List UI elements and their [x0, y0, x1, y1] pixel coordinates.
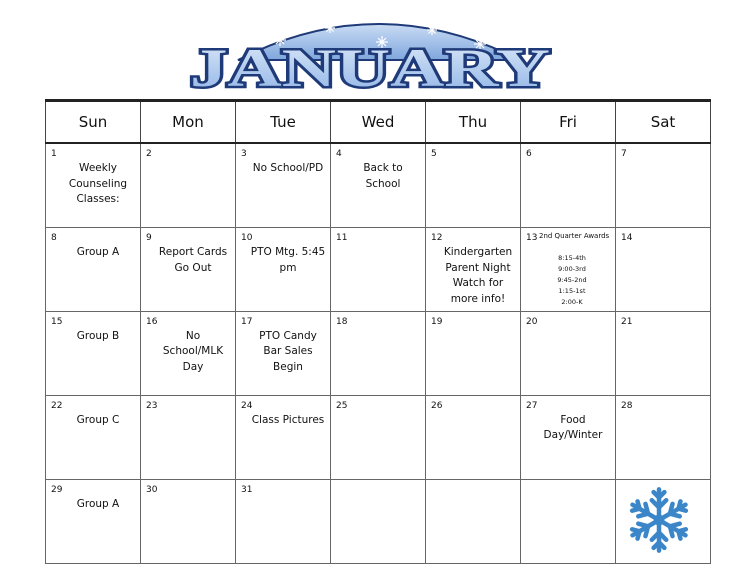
day-number: 13 — [526, 233, 538, 243]
month-title: JANUARY — [190, 38, 550, 98]
day-cell — [331, 311, 426, 395]
day-cell — [616, 228, 711, 312]
weekday-thu: Thu — [426, 101, 521, 144]
snowflake-cell — [616, 479, 711, 563]
day-event: Report Cards Go Out — [158, 246, 228, 274]
week-row-5 — [46, 479, 711, 563]
day-event: Class Pictures — [251, 413, 325, 426]
awards-time: 8:15-4th — [558, 254, 586, 262]
day-number: 20 — [526, 316, 538, 327]
empty-cell — [521, 479, 616, 563]
day-event: Food Day/Winter — [543, 413, 603, 442]
day-cell — [331, 395, 426, 479]
day-cell — [426, 228, 521, 312]
day-number: 16 — [146, 316, 158, 327]
empty-cell — [426, 479, 521, 563]
day-cell — [521, 311, 616, 395]
calendar-grid — [45, 99, 711, 564]
day-cell — [616, 143, 711, 228]
day-number: 21 — [621, 316, 633, 327]
day-number: 7 — [621, 149, 627, 159]
weekday-fri: Fri — [521, 101, 616, 144]
awards-time: 9:45-2nd — [557, 276, 587, 284]
awards-cell — [521, 228, 616, 312]
day-cell — [236, 311, 331, 395]
day-cell — [141, 228, 236, 312]
day-event: Weekly Counseling Classes: — [68, 162, 128, 205]
day-cell — [46, 479, 141, 563]
weekday-wed: Wed — [331, 101, 426, 144]
day-event: Back to School — [363, 162, 403, 190]
day-cell — [331, 143, 426, 228]
day-cell — [616, 311, 711, 395]
day-number: 29 — [51, 484, 63, 495]
awards-time: 1:15-1st — [558, 287, 586, 295]
day-number: 3 — [241, 149, 247, 159]
day-number: 17 — [241, 316, 253, 327]
january-banner — [0, 0, 750, 100]
day-cell — [521, 395, 616, 479]
day-number: 14 — [621, 233, 633, 243]
day-event: Group A — [76, 497, 120, 510]
day-cell — [46, 143, 141, 228]
day-number: 24 — [241, 400, 253, 411]
day-cell — [426, 143, 521, 228]
weekday-header-row — [46, 101, 711, 144]
day-number: 1 — [51, 149, 57, 159]
day-event: No School/PD — [252, 162, 324, 174]
day-cell — [46, 311, 141, 395]
week-row-1 — [46, 143, 711, 228]
day-number: 28 — [621, 400, 633, 411]
day-number: 8 — [51, 233, 57, 243]
day-cell — [236, 395, 331, 479]
day-number: 5 — [431, 149, 437, 159]
weekday-sat: Sat — [616, 101, 711, 144]
day-number: 2 — [146, 149, 152, 159]
day-cell — [141, 479, 236, 563]
day-number: 15 — [51, 316, 63, 327]
day-cell — [236, 479, 331, 563]
awards-time: 2:00-K — [561, 298, 583, 306]
day-number: 6 — [526, 149, 532, 159]
day-cell — [521, 143, 616, 228]
day-number: 30 — [146, 484, 158, 495]
day-cell — [141, 143, 236, 228]
day-number: 18 — [336, 316, 348, 327]
day-number: 27 — [526, 400, 538, 411]
day-number: 22 — [51, 400, 63, 411]
weekday-tue: Tue — [236, 101, 331, 144]
weekday-sun: Sun — [46, 101, 141, 144]
day-number: 25 — [336, 400, 348, 411]
day-cell — [236, 228, 331, 312]
day-number: 19 — [431, 316, 443, 327]
day-event: Group A — [76, 246, 120, 258]
day-cell — [46, 395, 141, 479]
week-row-2 — [46, 228, 711, 312]
day-number: 23 — [146, 400, 158, 411]
awards-times — [531, 253, 613, 308]
day-event: No School/MLK Day — [162, 329, 224, 373]
day-number: 26 — [431, 400, 443, 411]
awards-time: 9:00-3rd — [558, 265, 586, 273]
empty-cell — [331, 479, 426, 563]
day-number: 12 — [431, 233, 443, 243]
day-cell — [141, 311, 236, 395]
day-event: Kindergarten Parent Night Watch for more info! — [443, 246, 513, 305]
day-number: 31 — [241, 484, 253, 495]
day-number: 9 — [146, 233, 152, 243]
day-event: Group C — [76, 413, 120, 426]
day-event: PTO Candy Bar Sales Begin — [259, 329, 317, 373]
weekday-mon: Mon — [141, 101, 236, 144]
day-number: 11 — [336, 233, 348, 243]
day-cell — [426, 395, 521, 479]
day-number: 10 — [241, 233, 253, 243]
day-cell — [331, 228, 426, 312]
day-cell — [426, 311, 521, 395]
day-event: PTO Mtg. 5:45 pm — [250, 246, 326, 274]
day-cell — [46, 228, 141, 312]
week-row-4 — [46, 395, 711, 479]
day-cell — [236, 143, 331, 228]
day-cell — [141, 395, 236, 479]
week-row-3 — [46, 311, 711, 395]
snowflake-icon — [623, 484, 695, 556]
day-event: Group B — [76, 329, 120, 342]
day-cell — [616, 395, 711, 479]
day-number: 4 — [336, 149, 342, 159]
awards-title: 2nd Quarter Awards — [539, 232, 610, 240]
